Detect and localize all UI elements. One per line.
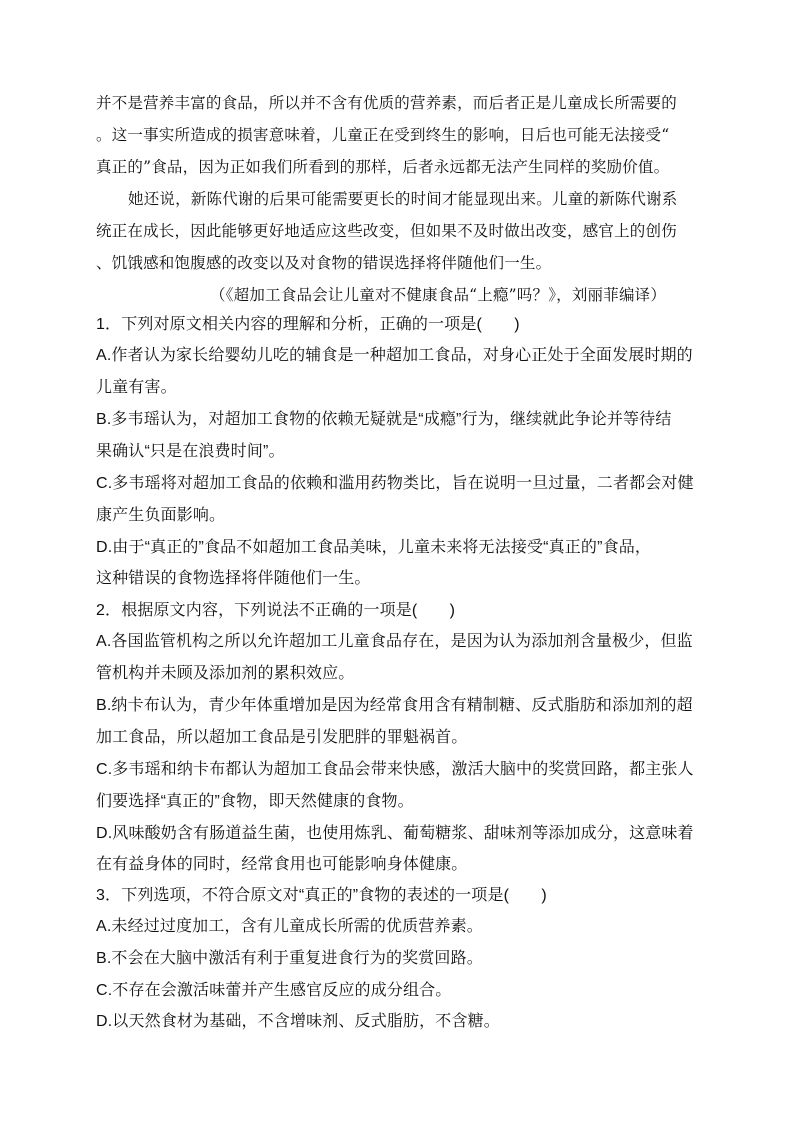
question-2-option-a-line-1: A.各国监管机构之所以允许超加工儿童食品存在，是因为认为添加剂含量极少，但监 <box>96 633 693 650</box>
question-1-option-b-line-1: B.多韦瑶认为，对超加工食物的依赖无疑就是“成瘾”行为，继续就此争论并等待结 <box>96 411 672 428</box>
question-1-option-c-line-1: C.多韦瑶将对超加工食品的依赖和滥用药物类比，旨在说明一旦过量，二者都会对健 <box>96 475 694 492</box>
question-2-option-b-line-1: B.纳卡布认为，青少年体重增加是因为经常食用含有精制糖、反式脂肪和添加剂的超 <box>96 697 693 714</box>
question-1-option-a-line-1: A.作者认为家长给婴幼儿吃的辅食是一种超加工食品，对身心正处于全面发展时期的 <box>96 347 693 364</box>
question-3-option-a: A.未经过过度加工，含有儿童成长所需的优质营养素。 <box>96 918 483 935</box>
question-3-option-b: B.不会在大脑中激活有利于重复进食行为的奖赏回路。 <box>96 950 483 967</box>
question-2-option-d-line-1: D.风味酸奶含有肠道益生菌，也使用炼乳、葡萄糖浆、甜味剂等添加成分，这意味着 <box>96 825 694 842</box>
question-1-stem: 1．下列对原文相关内容的理解和分析，正确的一项是( ) <box>96 316 520 333</box>
question-1-option-a-line-2: 儿童有害。 <box>96 379 177 396</box>
question-1-option-c-line-2: 康产生负面影响。 <box>96 507 226 524</box>
question-2-stem: 2．根据原文内容，下列说法不正确的一项是( ) <box>96 602 456 619</box>
passage-line-2: 。这一事实所造成的损害意味着，儿童正在受到终生的影响，日后也可能无法接受“ <box>96 126 670 144</box>
question-2-option-d-line-2: 在有益身体的同时，经常食用也可能影响身体健康。 <box>96 856 468 873</box>
question-3-option-d: D.以天然食材为基础，不含增味剂、反式脂肪，不含糖。 <box>96 1013 500 1030</box>
question-2-option-c-line-1: C.多韦瑶和纳卡布都认为超加工食品会带来快感，激活大脑中的奖赏回路，都主张人 <box>96 761 694 778</box>
passage-line-3: 真正的”食品，因为正如我们所看到的那样，后者永远都无法产生同样的奖励价值。 <box>96 158 670 176</box>
question-1-option-d-line-1: D.由于“真正的”食品不如超加工食品美味，儿童未来将无法接受“真正的”食品， <box>96 539 652 556</box>
passage-line-1: 并不是营养丰富的食品，所以并不含有优质的营养素，而后者正是儿童成长所需要的 <box>96 94 677 112</box>
question-1-option-b-line-2: 果确认“只是在浪费时间”。 <box>96 443 285 460</box>
passage-line-6: 、饥饿感和饱腹感的改变以及对食物的错误选择将伴随他们一生。 <box>96 254 552 272</box>
passage-citation: （《超加工食品会让儿童对不健康食品“上瘾”吗？》，刘丽菲编译） <box>210 286 667 304</box>
question-1-option-d-line-2: 这种错误的食物选择将伴随他们一生。 <box>96 570 371 587</box>
passage-line-4: 她还说，新陈代谢的后果可能需要更长的时间才能显现出来。儿童的新陈代谢系 <box>128 190 678 208</box>
question-3-option-c: C.不存在会激活味蕾并产生感官反应的成分组合。 <box>96 982 452 999</box>
question-2-option-b-line-2: 加工食品，所以超加工食品是引发肥胖的罪魁祸首。 <box>96 729 468 746</box>
question-2-option-a-line-2: 管机构并未顾及添加剂的累积效应。 <box>96 665 355 682</box>
question-2-option-c-line-2: 们要选择“真正的”食物，即天然健康的食物。 <box>96 793 414 810</box>
passage-line-5: 统正在成长，因此能够更好地适应这些改变，但如果不及时做出改变，感官上的创伤 <box>96 222 677 240</box>
question-3-stem: 3．下列选项，不符合原文对“真正的”食物的表述的一项是( ) <box>96 887 547 904</box>
